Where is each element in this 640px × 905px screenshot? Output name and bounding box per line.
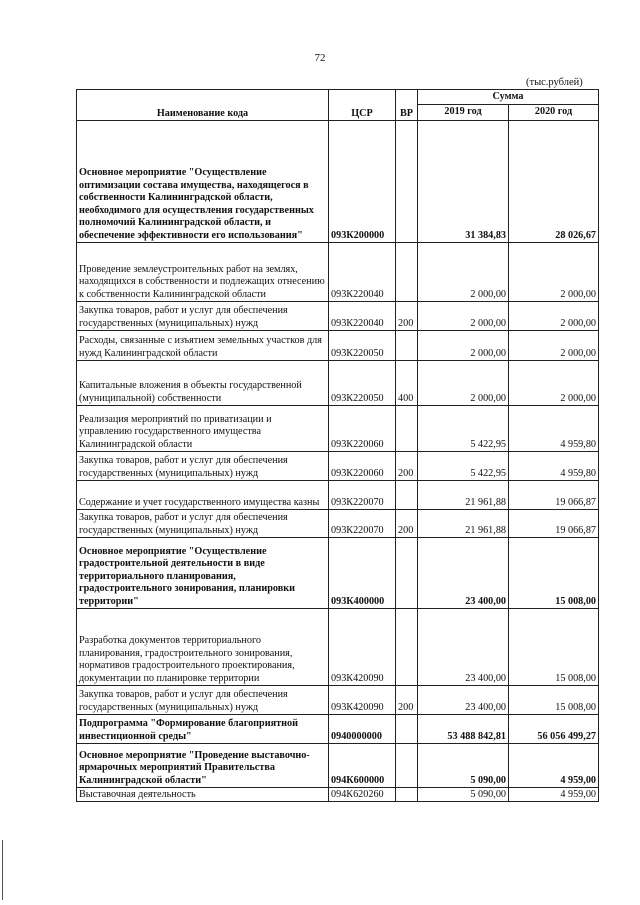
row-2019: 21 961,88 bbox=[418, 481, 509, 510]
row-csr: 093К220050 bbox=[329, 331, 396, 361]
row-2019: 23 400,00 bbox=[418, 538, 509, 609]
row-2020: 2 000,00 bbox=[509, 243, 599, 302]
row-name: Основное мероприятие "Осуществление градостроительной деятельности в виде территориального планирования, градостроительного зонирования, планировки территории" bbox=[77, 538, 329, 609]
row-name: Основное мероприятие "Проведение выставочно-ярмарочных мероприятий Правительства Калининградской области" bbox=[77, 744, 329, 788]
row-vr: 200 bbox=[396, 452, 418, 481]
page-number: 72 bbox=[314, 52, 326, 64]
row-2019: 23 400,00 bbox=[418, 686, 509, 715]
header-vr: ВР bbox=[396, 90, 418, 121]
table-row bbox=[77, 788, 599, 802]
table-row bbox=[77, 715, 599, 744]
row-name: Проведение землеустроительных работ на землях, находящихся в собственности и подлежащих отнесению к собственности Калининградской области bbox=[77, 243, 329, 302]
table-row bbox=[77, 331, 599, 361]
row-vr bbox=[396, 481, 418, 510]
row-csr: 093К400000 bbox=[329, 538, 396, 609]
row-csr: 093К220040 bbox=[329, 302, 396, 331]
row-vr: 400 bbox=[396, 361, 418, 406]
table-header-row bbox=[77, 90, 599, 105]
row-2019: 23 400,00 bbox=[418, 609, 509, 686]
row-2019: 31 384,83 bbox=[418, 121, 509, 243]
table-row bbox=[77, 406, 599, 452]
row-vr bbox=[396, 744, 418, 788]
row-name: Выставочная деятельность bbox=[77, 788, 329, 802]
row-csr: 094К600000 bbox=[329, 744, 396, 788]
table-row bbox=[77, 481, 599, 510]
row-name: Закупка товаров, работ и услуг для обеспечения государственных (муниципальных) нужд bbox=[77, 302, 329, 331]
row-2020: 15 008,00 bbox=[509, 538, 599, 609]
row-name: Закупка товаров, работ и услуг для обеспечения государственных (муниципальных) нужд bbox=[77, 510, 329, 538]
row-2019: 5 090,00 bbox=[418, 744, 509, 788]
header-sum: Сумма bbox=[418, 90, 599, 105]
row-vr bbox=[396, 406, 418, 452]
row-csr: 094К620260 bbox=[329, 788, 396, 802]
row-2020: 15 008,00 bbox=[509, 686, 599, 715]
row-csr: 093К220070 bbox=[329, 481, 396, 510]
row-2020: 2 000,00 bbox=[509, 331, 599, 361]
row-vr bbox=[396, 715, 418, 744]
scan-margin-mark bbox=[2, 840, 3, 900]
row-csr: 093К220040 bbox=[329, 243, 396, 302]
row-vr bbox=[396, 331, 418, 361]
row-name: Подпрограмма "Формирование благоприятной инвестиционной среды" bbox=[77, 715, 329, 744]
row-2019: 2 000,00 bbox=[418, 302, 509, 331]
budget-table bbox=[76, 89, 599, 802]
table-row bbox=[77, 452, 599, 481]
table-row bbox=[77, 609, 599, 686]
row-2019: 2 000,00 bbox=[418, 243, 509, 302]
row-csr: 093К220060 bbox=[329, 406, 396, 452]
table-row bbox=[77, 686, 599, 715]
row-2019: 2 000,00 bbox=[418, 361, 509, 406]
header-name: Наименование кода bbox=[77, 90, 329, 121]
row-2019: 5 422,95 bbox=[418, 406, 509, 452]
row-2020: 4 959,80 bbox=[509, 406, 599, 452]
row-name: Капитальные вложения в объекты государственной (муниципальной) собственности bbox=[77, 361, 329, 406]
row-2020: 2 000,00 bbox=[509, 361, 599, 406]
row-2020: 19 066,87 bbox=[509, 510, 599, 538]
row-csr: 093К220060 bbox=[329, 452, 396, 481]
row-name: Расходы, связанные с изъятием земельных участков для нужд Калининградской области bbox=[77, 331, 329, 361]
row-csr: 093К200000 bbox=[329, 121, 396, 243]
row-2020: 19 066,87 bbox=[509, 481, 599, 510]
row-2019: 2 000,00 bbox=[418, 331, 509, 361]
row-name: Содержание и учет государственного имущества казны bbox=[77, 481, 329, 510]
table-row bbox=[77, 744, 599, 788]
row-2020: 56 056 499,27 bbox=[509, 715, 599, 744]
row-csr: 093К220070 bbox=[329, 510, 396, 538]
row-vr bbox=[396, 788, 418, 802]
table-row bbox=[77, 538, 599, 609]
row-2020: 4 959,00 bbox=[509, 744, 599, 788]
row-vr bbox=[396, 538, 418, 609]
row-name: Реализация мероприятий по приватизации и управлению государственного имущества Калининградской области bbox=[77, 406, 329, 452]
header-2020: 2020 год bbox=[509, 105, 599, 121]
table-row bbox=[77, 361, 599, 406]
row-2020: 4 959,80 bbox=[509, 452, 599, 481]
row-csr: 093К420090 bbox=[329, 686, 396, 715]
row-vr bbox=[396, 121, 418, 243]
table-row bbox=[77, 121, 599, 243]
row-2019: 5 422,95 bbox=[418, 452, 509, 481]
table-row bbox=[77, 243, 599, 302]
row-vr: 200 bbox=[396, 510, 418, 538]
row-csr: 093К220050 bbox=[329, 361, 396, 406]
row-2019: 5 090,00 bbox=[418, 788, 509, 802]
header-csr: ЦСР bbox=[329, 90, 396, 121]
header-2019: 2019 год bbox=[418, 105, 509, 121]
row-2019: 53 488 842,81 bbox=[418, 715, 509, 744]
row-csr: 0940000000 bbox=[329, 715, 396, 744]
row-name: Основное мероприятие "Осуществление оптимизации состава имущества, находящегося в собственности Калининградской области, необходимого для осуществления государственных полномочий Калининградской области, и обеспечение эффективности его использования" bbox=[77, 121, 329, 243]
row-name: Разработка документов территориального планирования, градостроительного зонирования, нормативов градостроительного проектирования, документации по планировке территории bbox=[77, 609, 329, 686]
row-vr bbox=[396, 243, 418, 302]
row-2020: 28 026,67 bbox=[509, 121, 599, 243]
row-vr: 200 bbox=[396, 302, 418, 331]
row-2020: 2 000,00 bbox=[509, 302, 599, 331]
units-label: (тыс.рублей) bbox=[526, 77, 583, 88]
row-vr: 200 bbox=[396, 686, 418, 715]
row-csr: 093К420090 bbox=[329, 609, 396, 686]
table-row bbox=[77, 510, 599, 538]
row-2019: 21 961,88 bbox=[418, 510, 509, 538]
row-2020: 4 959,00 bbox=[509, 788, 599, 802]
row-vr bbox=[396, 609, 418, 686]
row-2020: 15 008,00 bbox=[509, 609, 599, 686]
table-row bbox=[77, 302, 599, 331]
row-name: Закупка товаров, работ и услуг для обеспечения государственных (муниципальных) нужд bbox=[77, 686, 329, 715]
row-name: Закупка товаров, работ и услуг для обеспечения государственных (муниципальных) нужд bbox=[77, 452, 329, 481]
